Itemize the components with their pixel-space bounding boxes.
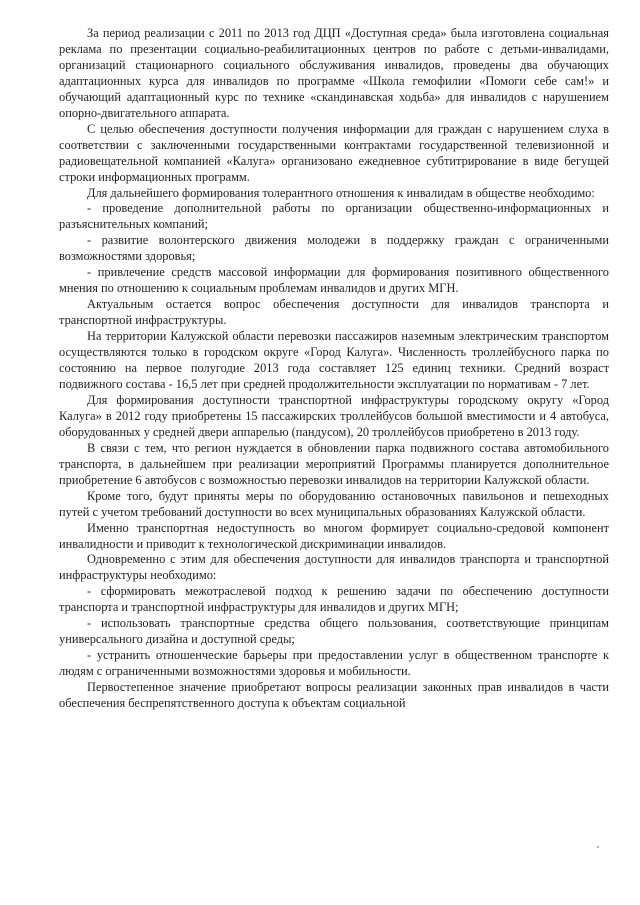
paragraph-kaluga-purchases: Для формирования доступности транспортной инфраструктуры городскому округу «Город Калуга» в 2012 году приобретены 15 пассажирских троллейбусов большой вместимости и 4 автобуса, оборудованных у средней двери аппарелью (пандусом), 20 троллейбусов приобретено в 2013 году.	[59, 392, 609, 439]
paragraph-transport-issue: Актуальным остается вопрос обеспечения доступности для инвалидов транспорта и транспортной инфраструктуры.	[59, 297, 609, 328]
paragraph-trolleybus-park: На территории Калужской области перевозки пассажиров наземным электрическим транспортом осуществляются только в городском округе «Город Калуга». Численность троллейбусного парка по состоянию на первое полугодие 2013 года составляет 125 единиц техники. Средний возраст подвижного состава - 16,5 лет при средней продолжительности эксплуатации по нормативам - 7 лет.	[59, 329, 609, 391]
list-item-intersectoral: - сформировать межотраслевой подход к решению задачи по обеспечению доступности транспорта и транспортной инфраструктуры для инвалидов и других МГН;	[59, 584, 609, 615]
paragraph-bus-renewal: В связи с тем, что регион нуждается в обновлении парка подвижного состава автомобильного транспорта, в дальнейшем при реализации мероприятий Программы планируется дополнительное приобретение 6 автобусов с возможностью перевозки инвалидов на территории Калужской области.	[59, 440, 609, 487]
list-item-info-campaigns: - проведение дополнительной работы по организации общественно-информационных и разъяснительных компаний;	[59, 201, 609, 232]
list-item-barriers: - устранить отношенческие барьеры при предоставлении услуг в общественном транспорте к людям с ограниченными возможностями здоровья и мобильности.	[59, 648, 609, 679]
paragraph-rights: Первостепенное значение приобретают вопросы реализации законных прав инвалидов в части обеспечения беспрепятственного доступа к объектам социальной	[59, 680, 609, 711]
paragraph-stops: Кроме того, будут приняты меры по оборудованию остановочных павильонов и пешеходных путей с учетом требований доступности во всех муниципальных образованиях Калужской области.	[59, 488, 609, 519]
paragraph-reklama: За период реализации с 2011 по 2013 год ДЦП «Доступная среда» была изготовлена социальная реклама по презентации социально-реабилитационных центров по работе с детьми-инвалидами, организаций стационарного социального обслуживания инвалидов, проведены два обучающих адаптационных курса для инвалидов по программе «Школа гемофилии «Помоги себе сам!» и обучающий адаптационный курс по технике «скандинавская ходьба» для инвалидов с нарушением опорно-двигательного аппарата.	[59, 26, 609, 120]
paragraph-measures-intro: Одновременно с этим для обеспечения доступности для инвалидов транспорта и транспортной инфраструктуры необходимо:	[59, 552, 609, 583]
list-item-volunteers: - развитие волонтерского движения молодежи в поддержку граждан с ограниченными возможностями здоровья;	[59, 233, 609, 264]
list-item-universal-design: - использовать транспортные средства общего пользования, соответствующие принципам универсального дизайна и доступной среды;	[59, 616, 609, 647]
paragraph-subtitles: С целью обеспечения доступности получения информации для граждан с нарушением слуха в соответствии с заключенными государственными контрактами государственной телевизионной и радиовещательной компанией «Калуга» организовано ежедневное субтитрирование в виде бегущей строки информационных программ.	[59, 121, 609, 184]
scan-speck	[597, 846, 599, 848]
document-body	[59, 26, 609, 712]
paragraph-discrimination: Именно транспортная недоступность во многом формирует социально-средовой компонент инвалидности и приводит к технологической дискриминации инвалидов.	[59, 520, 609, 551]
list-item-mass-media: - привлечение средств массовой информации для формирования позитивного общественного мнения по отношению к социальным проблемам инвалидов и других МГН.	[59, 265, 609, 296]
paragraph-tolerance-intro: Для дальнейшего формирования толерантного отношения к инвалидам в обществе необходимо:	[87, 185, 595, 200]
